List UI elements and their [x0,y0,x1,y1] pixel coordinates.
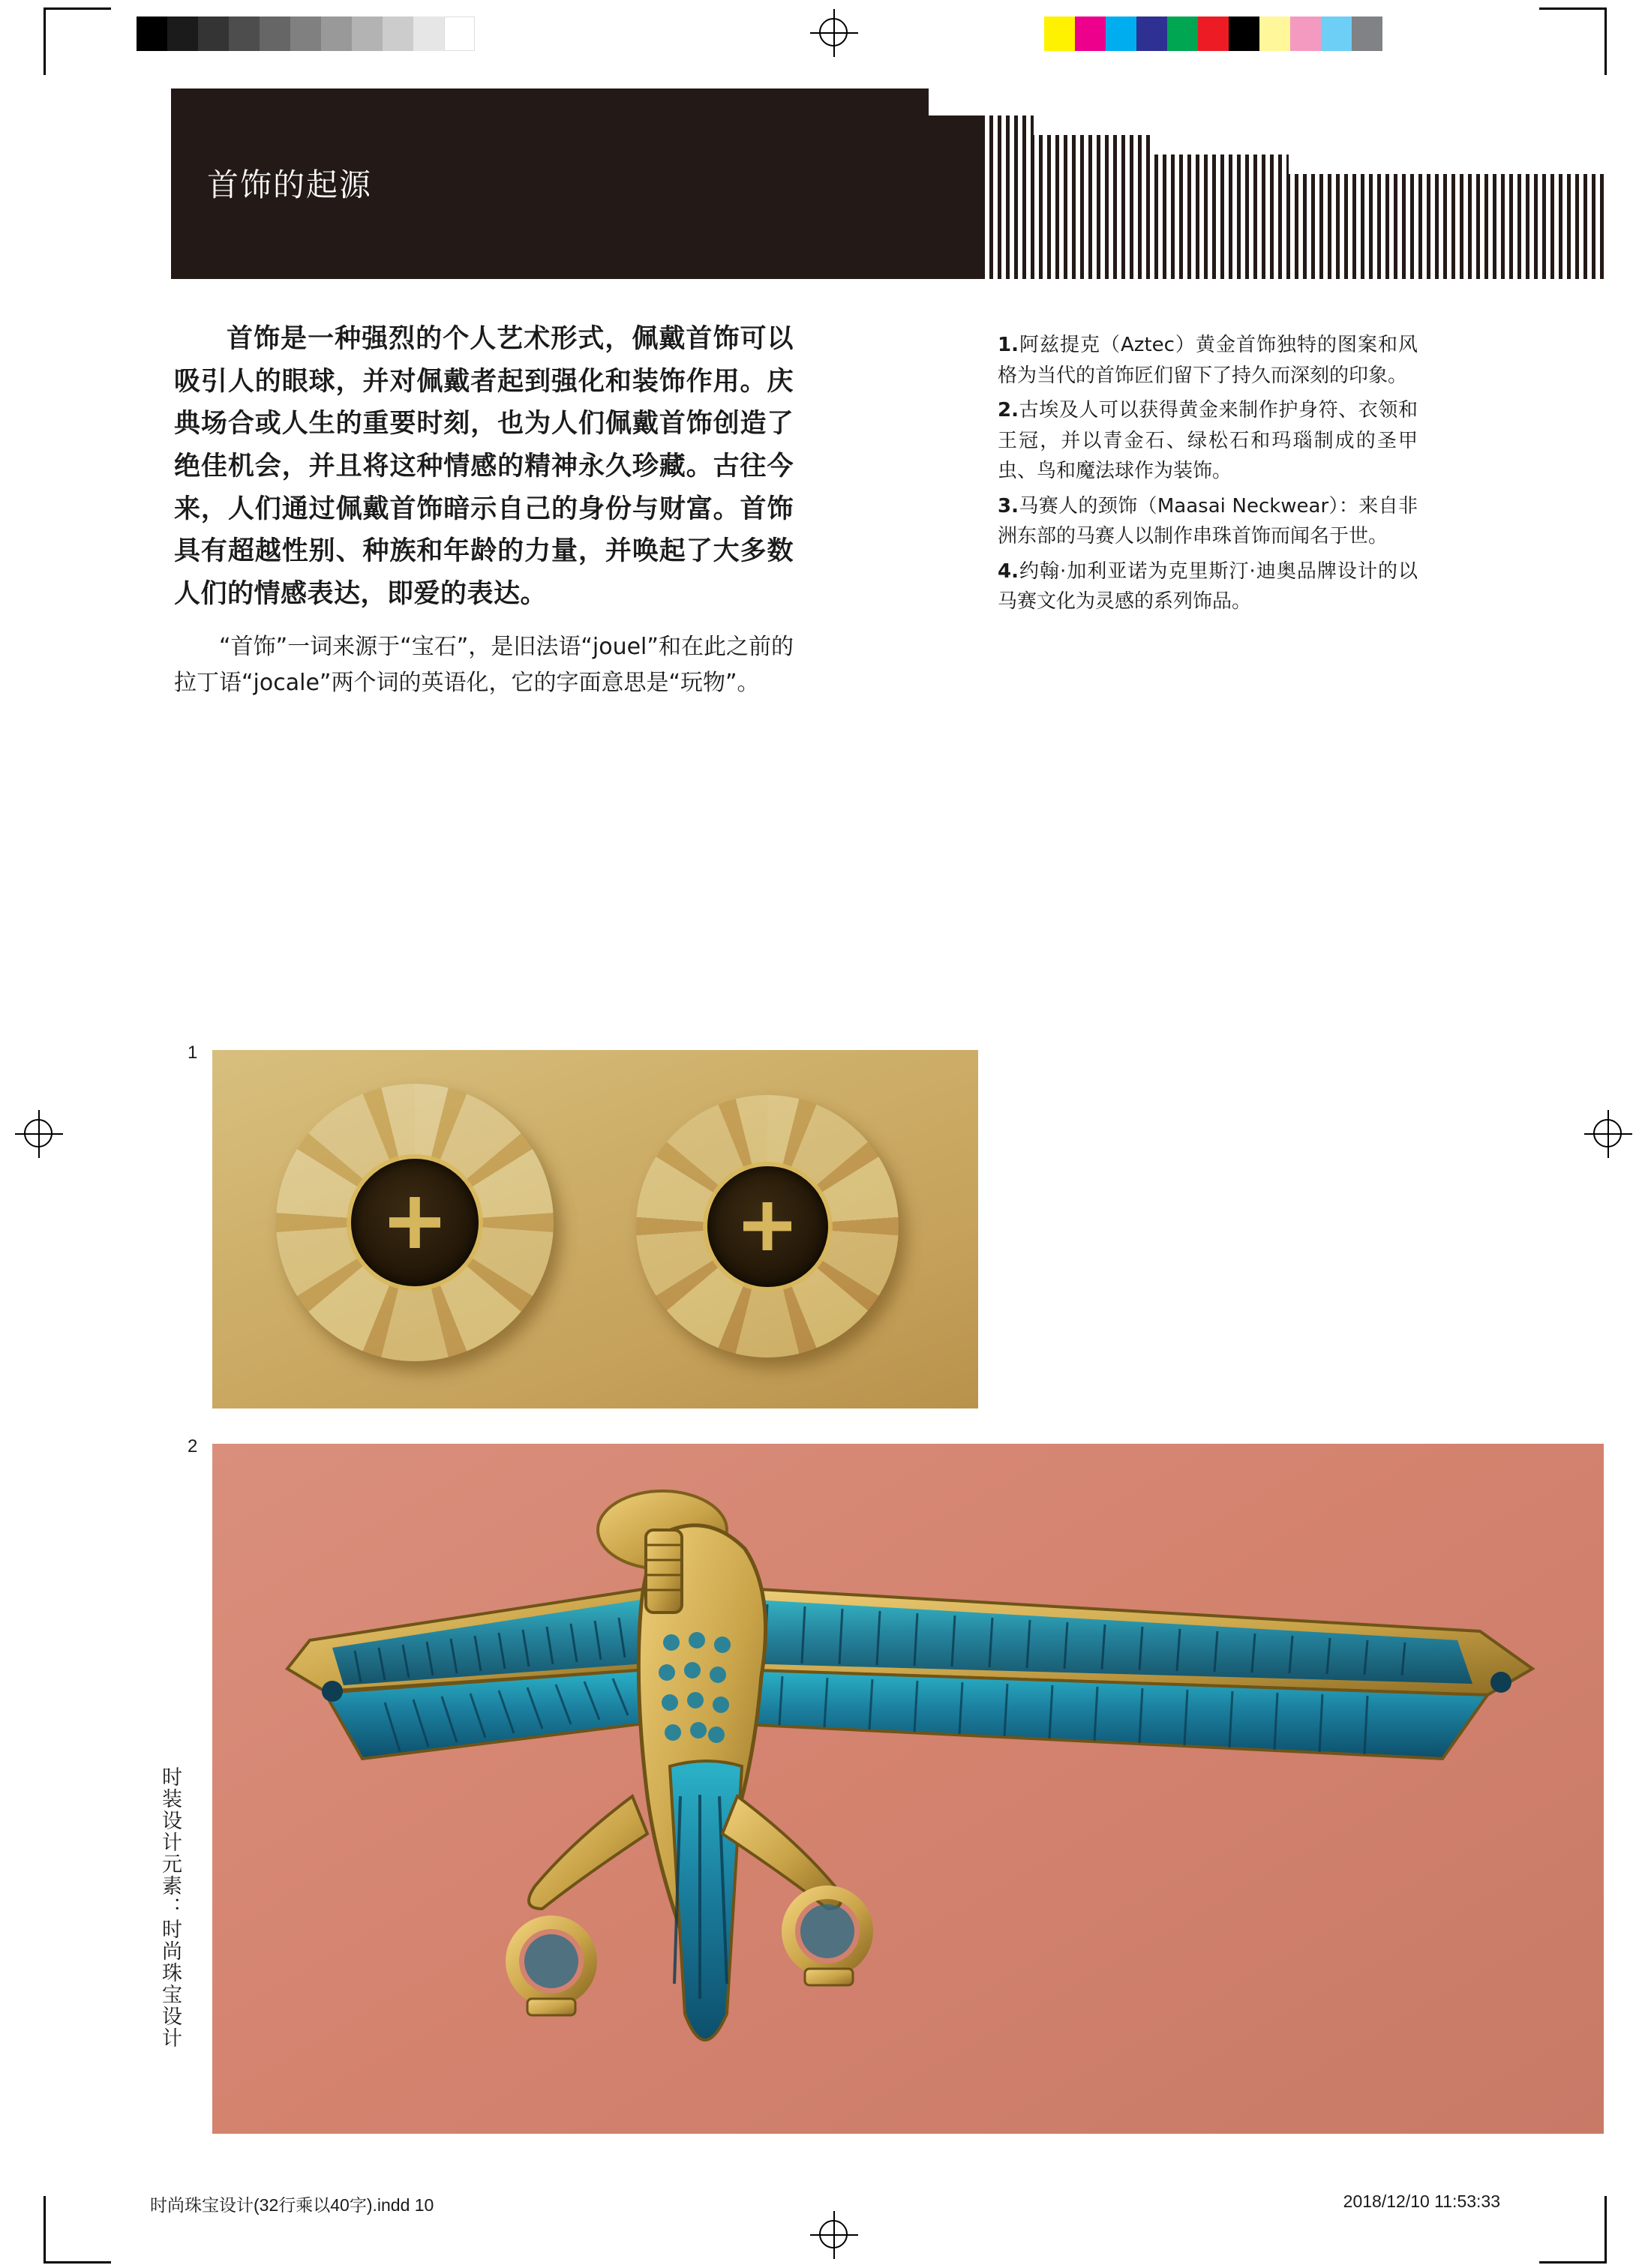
grayscale-control-bar [137,16,475,51]
figure-2-number: 2 [188,1436,198,1456]
registration-target-top [810,9,858,57]
registration-target-bottom [810,2211,858,2259]
figure-2-image [212,1444,1604,2134]
registration-target-left [15,1110,63,1158]
page-title: 首饰的起源 [207,166,373,203]
caption-1-number: 1. [998,334,1019,356]
crop-mark-top-right [1539,8,1607,75]
footer-timestamp: 2018/12/10 11:53:33 [1343,2192,1500,2211]
caption-2-number: 2. [998,399,1019,422]
caption-2 [998,395,1418,487]
caption-1-text: 阿兹提克（Aztec）黄金首饰独特的图案和风格为当代的首饰匠们留下了持久而深刻的印象。 [998,334,1418,387]
caption-1 [998,330,1418,391]
figure-1-number: 1 [188,1042,198,1063]
second-paragraph: “首饰”一词来源于“宝石”，是旧法语“jouel”和在此之前的拉丁语“jocale”两个词的英语化，它的字面意思是“玩物”。 [174,633,794,697]
aztec-gold-ornament-right [636,1095,899,1358]
registration-target-right [1584,1110,1632,1158]
caption-3-text: 马赛人的颈饰（Maasai Neckwear）：来自非洲东部的马赛人以制作串珠首饰而闻名于世。 [998,494,1418,548]
footer-filename: 时尚珠宝设计(32行乘以40字).indd 10 [150,2195,434,2215]
lead-paragraph: 首饰是一种强烈的个人艺术形式，佩戴首饰可以吸引人的眼球，并对佩戴者起到强化和装饰作用。庆典场合或人生的重要时刻，也为人们佩戴首饰创造了绝佳机会，并且将这种情感的精神永久珍藏。古往今来，人们通过佩戴首饰暗示自己的身份与财富。首饰具有超越性别、种族和年龄的力量，并唤起了大多数人们的情感表达，即爱的表达。 [174,323,794,610]
page-header-band [171,88,1604,279]
color-control-bar [1044,16,1382,51]
main-text-column [174,318,794,702]
caption-2-text: 古埃及人可以获得黄金来制作护身符、衣领和王冠，并以青金石、绿松石和玛瑙制成的圣甲虫、鸟和魔法球作为装饰。 [998,399,1418,483]
caption-4-number: 4. [998,560,1019,583]
caption-3-number: 3. [998,494,1019,518]
aztec-gold-ornament-left [276,1084,554,1361]
caption-column [998,330,1418,622]
crop-mark-bottom-left [44,2196,111,2264]
crop-mark-bottom-right [1539,2196,1607,2264]
vertical-running-title: 时装设计元素：时尚珠宝设计 [158,1766,182,2049]
caption-4-text: 约翰·加利亚诺为克里斯汀·迪奥品牌设计的以马赛文化为灵感的系列饰品。 [998,560,1418,614]
egyptian-falcon-pectoral-illustration [212,1444,1604,2134]
page-footer [150,2192,1500,2216]
figure-1-image [212,1050,978,1408]
caption-4 [998,556,1418,617]
caption-3 [998,491,1418,552]
crop-mark-top-left [44,8,111,75]
